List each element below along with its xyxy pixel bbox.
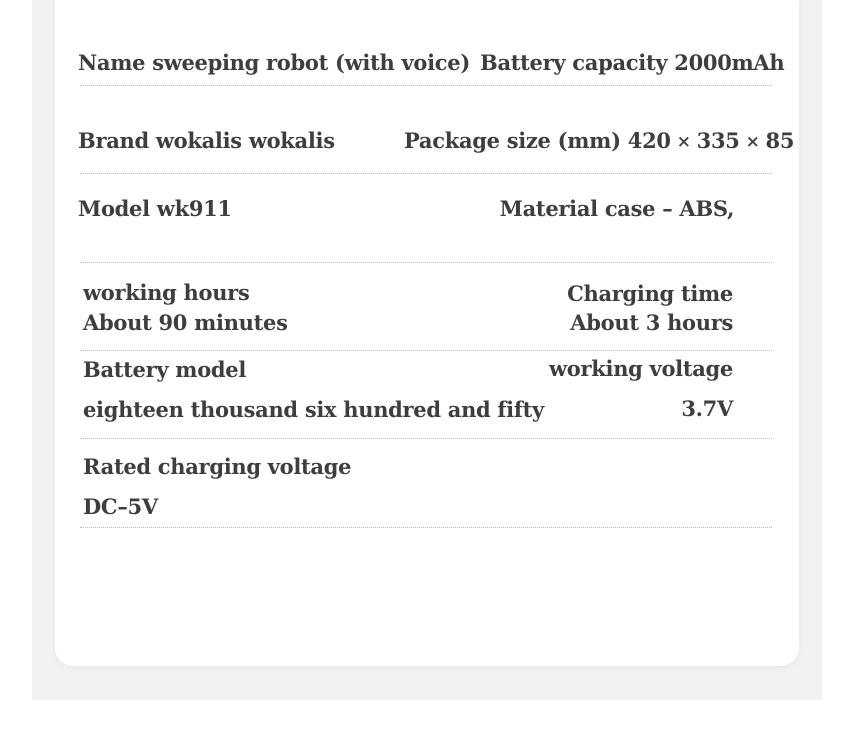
divider	[80, 438, 772, 439]
battery-model-label: Battery model	[83, 357, 247, 382]
rated-voltage-label: Rated charging voltage	[83, 454, 352, 479]
working-voltage-value: 3.7V	[681, 396, 733, 421]
rated-voltage-value: DC–5V	[83, 494, 158, 519]
battery-model-value: eighteen thousand six hundred and fifty	[83, 397, 544, 422]
package-size-width: 335	[696, 128, 740, 153]
divider	[80, 85, 772, 86]
material: Material case – ABS,	[499, 196, 734, 221]
brand: Brand wokalis wokalis	[78, 128, 335, 153]
charging-time-label: Charging time	[567, 281, 733, 306]
divider	[80, 527, 772, 528]
divider	[80, 262, 772, 263]
divider	[80, 173, 772, 174]
working-hours-value: About 90 minutes	[83, 310, 288, 335]
working-hours-label: working hours	[83, 280, 250, 305]
battery-capacity: Battery capacity 2000mAh	[480, 50, 785, 75]
package-size-height: 85	[765, 128, 795, 153]
package-size-label: Package size (mm)	[404, 128, 621, 153]
times-icon: ×	[676, 132, 691, 152]
product-name: Name sweeping robot (with voice)	[78, 50, 470, 75]
charging-time-value: About 3 hours	[570, 310, 733, 335]
model: Model wk911	[78, 196, 232, 221]
package-size	[404, 130, 794, 152]
working-voltage-label: working voltage	[549, 356, 733, 381]
package-size-length: 420	[627, 128, 671, 153]
times-icon: ×	[745, 132, 760, 152]
divider	[80, 350, 772, 351]
